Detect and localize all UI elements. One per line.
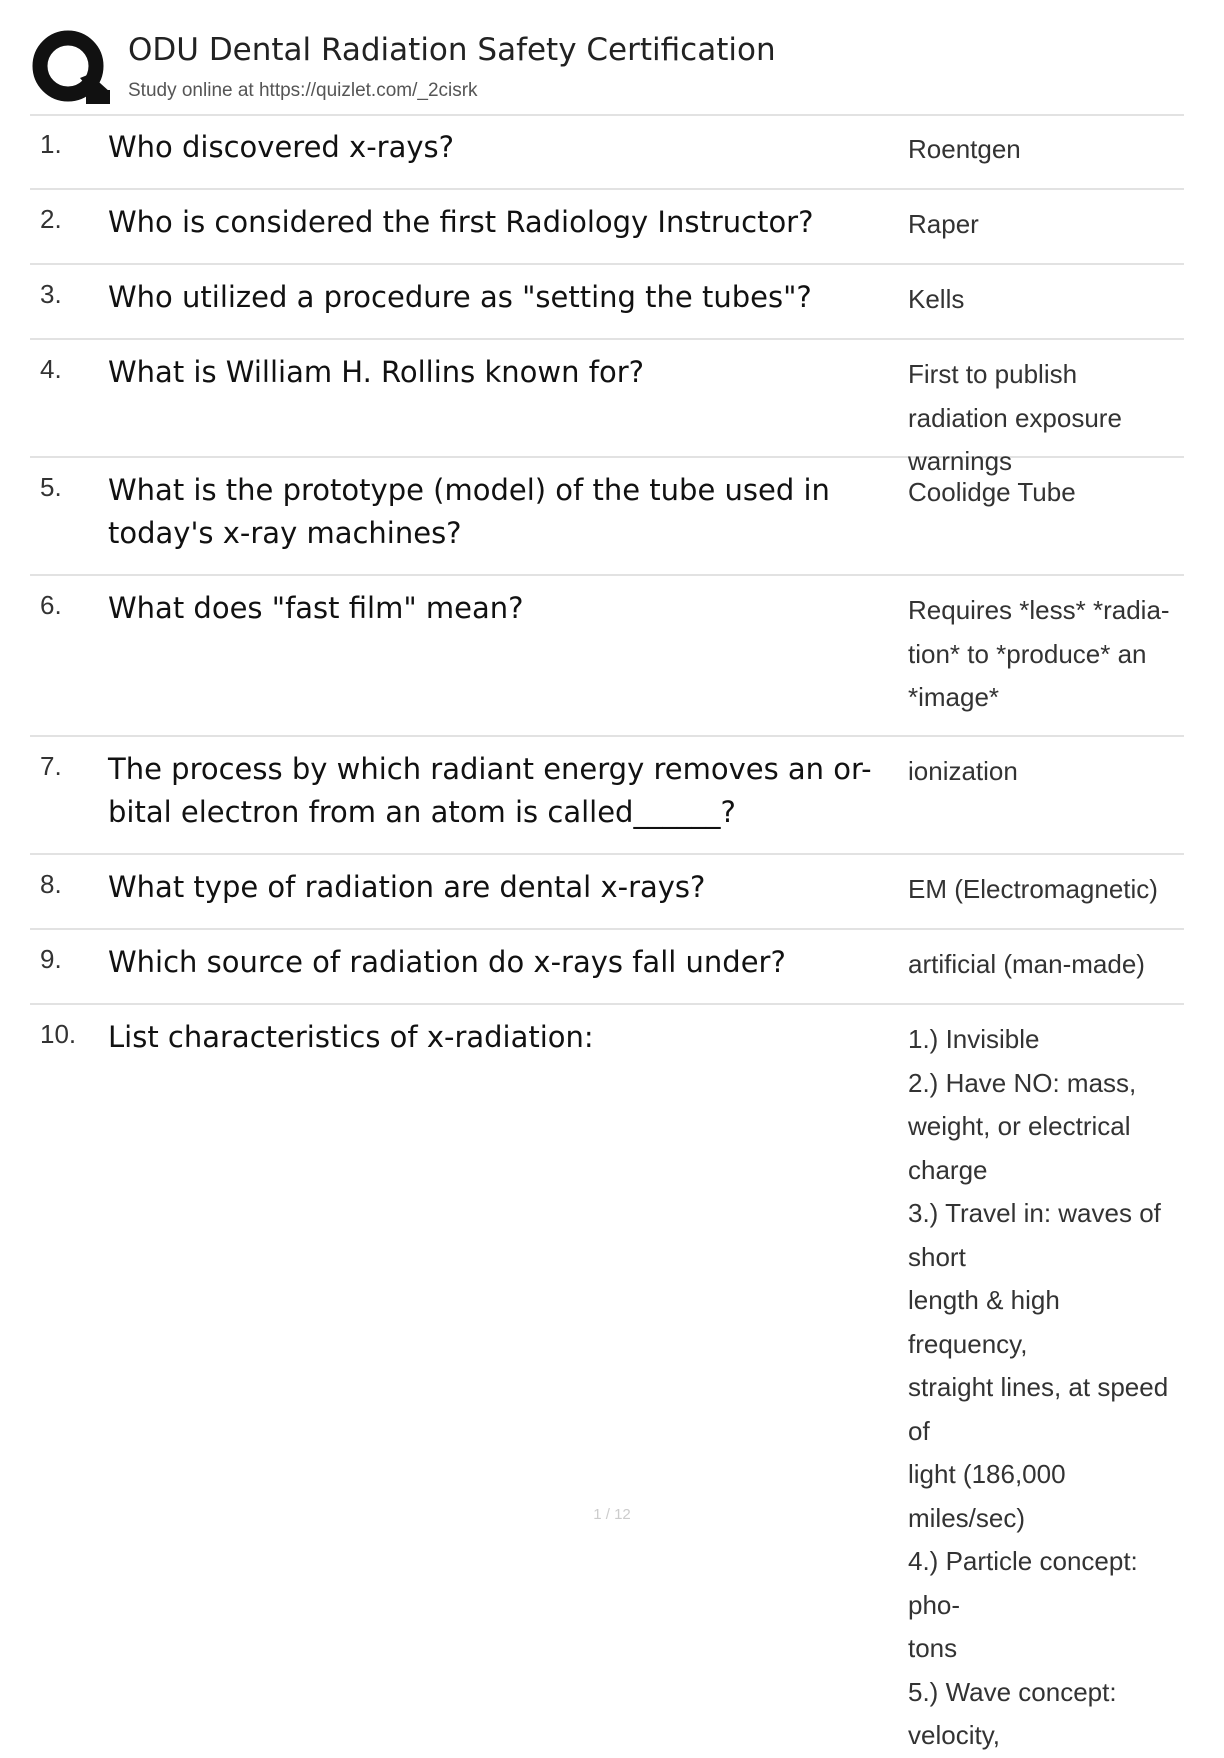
flashcard-row (30, 855, 1184, 930)
flashcard-row (30, 340, 1184, 476)
flashcard-row (30, 265, 1184, 340)
quizlet-logo-icon (30, 28, 110, 108)
card-answer: artificial (man-made) (908, 949, 1145, 979)
card-question: Who discovered x-rays? (108, 130, 455, 164)
card-answer: Requires *less* *radia- tion* to *produce* an *image* (908, 595, 1170, 712)
flashcard-row (30, 458, 1184, 576)
flashcard-row (30, 190, 1184, 265)
card-number: 10. (40, 1019, 77, 1049)
card-answer: Roentgen (908, 134, 1021, 164)
card-number: 5. (40, 472, 62, 502)
card-number: 3. (40, 279, 62, 309)
study-online-link[interactable]: Study online at https://quizlet.com/_2cisrk (128, 80, 478, 101)
card-answer: Raper (908, 209, 979, 239)
card-question: The process by which radiant energy removes an or- bital electron from an atom is called______? (108, 752, 872, 829)
document-title: ODU Dental Radiation Safety Certification (128, 32, 776, 68)
card-number: 7. (40, 751, 62, 781)
card-question: What is the prototype (model) of the tube used in today's x-ray machines? (108, 473, 830, 550)
card-question: What type of radiation are dental x-rays? (108, 870, 706, 904)
card-answer: 1.) Invisible 2.) Have NO: mass, weight, or electrical charge 3.) Travel in: waves of short length & high frequency, straight lines, at speed of light (186,000 miles/sec) 4.) Particle concept: pho- tons 5.) Wave concept: velocity, (908, 1024, 1169, 1750)
card-answer: ionization (908, 756, 1018, 786)
card-answer: Kells (908, 284, 965, 314)
card-question: What does "fast film" mean? (108, 591, 524, 625)
page-number: 1 / 12 (593, 1506, 631, 1523)
flashcard-row (30, 930, 1184, 1005)
card-question: List characteristics of x-radiation: (108, 1020, 594, 1054)
document-header (30, 28, 1184, 116)
card-number: 9. (40, 944, 62, 974)
card-question: Who utilized a procedure as "setting the tubes"? (108, 280, 812, 314)
card-answer: First to publish radiation exposure warnings (908, 359, 1122, 476)
card-number: 4. (40, 354, 62, 384)
card-number: 2. (40, 204, 62, 234)
card-number: 8. (40, 869, 62, 899)
card-question: Who is considered the first Radiology Instructor? (108, 205, 814, 239)
card-answer: EM (Electromagnetic) (908, 874, 1158, 904)
card-number: 6. (40, 590, 62, 620)
flashcard-row (30, 737, 1184, 855)
flashcard-row (30, 115, 1184, 190)
card-number: 1. (40, 129, 62, 159)
flashcard-row (30, 576, 1184, 737)
card-question: Which source of radiation do x-rays fall under? (108, 945, 786, 979)
card-answer: Coolidge Tube (908, 477, 1076, 507)
card-question: What is William H. Rollins known for? (108, 355, 645, 389)
